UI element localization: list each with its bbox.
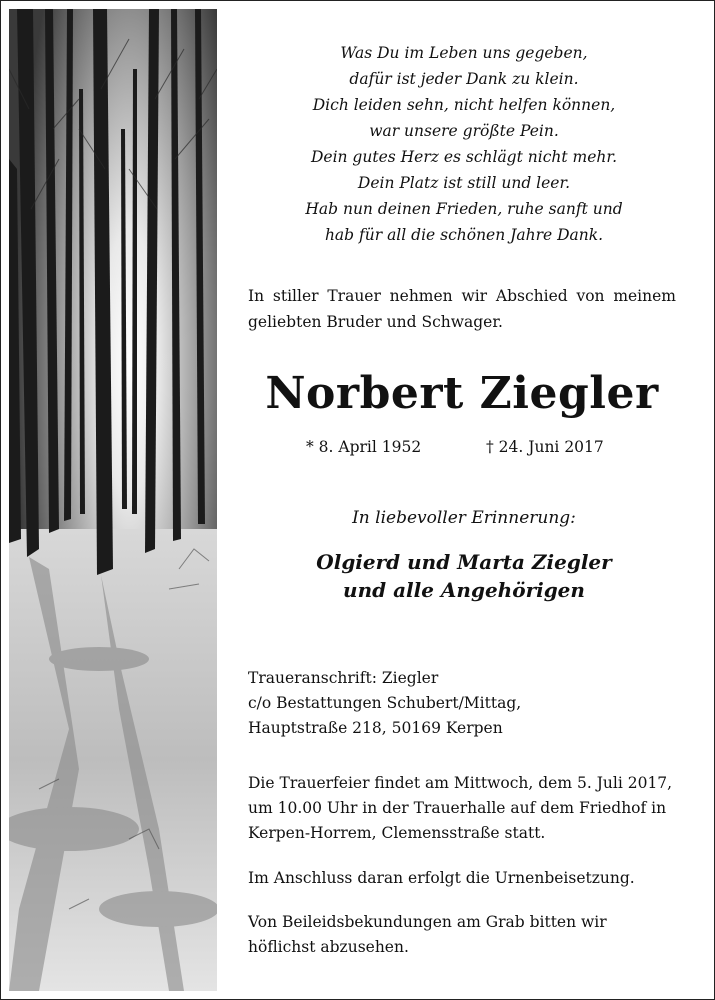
- condolence-note: [248, 910, 680, 960]
- address-line: Hauptstraße 218, 50169 Kerpen: [248, 719, 503, 737]
- poem-line: war unsere größte Pein.: [369, 122, 559, 140]
- poem: [248, 40, 680, 248]
- ceremony-info: [248, 771, 680, 846]
- mourners-line: Olgierd und Marta Ziegler: [316, 550, 612, 574]
- intro-text: In stiller Trauer nehmen wir Abschied von meinem geliebten Bruder und Schwager.: [248, 287, 676, 331]
- mourners: [248, 548, 680, 604]
- address-line: c/o Bestattungen Schubert/Mittag,: [248, 694, 522, 712]
- mourners-line: und alle Angehörigen: [343, 578, 585, 602]
- poem-line: Hab nun deinen Frieden, ruhe sanft und: [305, 200, 623, 218]
- mourning-address: [248, 666, 680, 741]
- urn-burial-info: Im Anschluss daran erfolgt die Urnenbeisetzung.: [248, 869, 635, 887]
- ceremony-line: Die Trauerfeier findet am Mittwoch, dem 5. Juli 2017,: [248, 774, 673, 792]
- address-line: Traueranschrift: Ziegler: [248, 669, 439, 687]
- poem-line: Dein Platz ist still und leer.: [357, 174, 571, 192]
- condolence-line: höflichst abzusehen.: [248, 938, 409, 956]
- ceremony-line: um 10.00 Uhr in der Trauerhalle auf dem Friedhof in: [248, 799, 667, 817]
- poem-line: Dich leiden sehn, nicht helfen können,: [312, 96, 616, 114]
- winter-forest-photo: [9, 9, 217, 991]
- memory-heading: In liebevoller Erinnerung:: [352, 508, 576, 528]
- ceremony-line: Kerpen-Horrem, Clemensstraße statt.: [248, 824, 546, 842]
- birth-date: * 8. April 1952: [306, 438, 422, 456]
- poem-line: hab für all die schönen Jahre Dank.: [324, 226, 604, 244]
- deceased-name: Norbert Ziegler: [265, 368, 659, 419]
- condolence-line: Von Beileidsbekundungen am Grab bitten wir: [248, 913, 607, 931]
- poem-line: Was Du im Leben uns gegeben,: [340, 44, 588, 62]
- poem-line: dafür ist jeder Dank zu klein.: [349, 70, 579, 88]
- poem-line: Dein gutes Herz es schlägt nicht mehr.: [310, 148, 618, 166]
- death-date: † 24. Juni 2017: [486, 438, 604, 456]
